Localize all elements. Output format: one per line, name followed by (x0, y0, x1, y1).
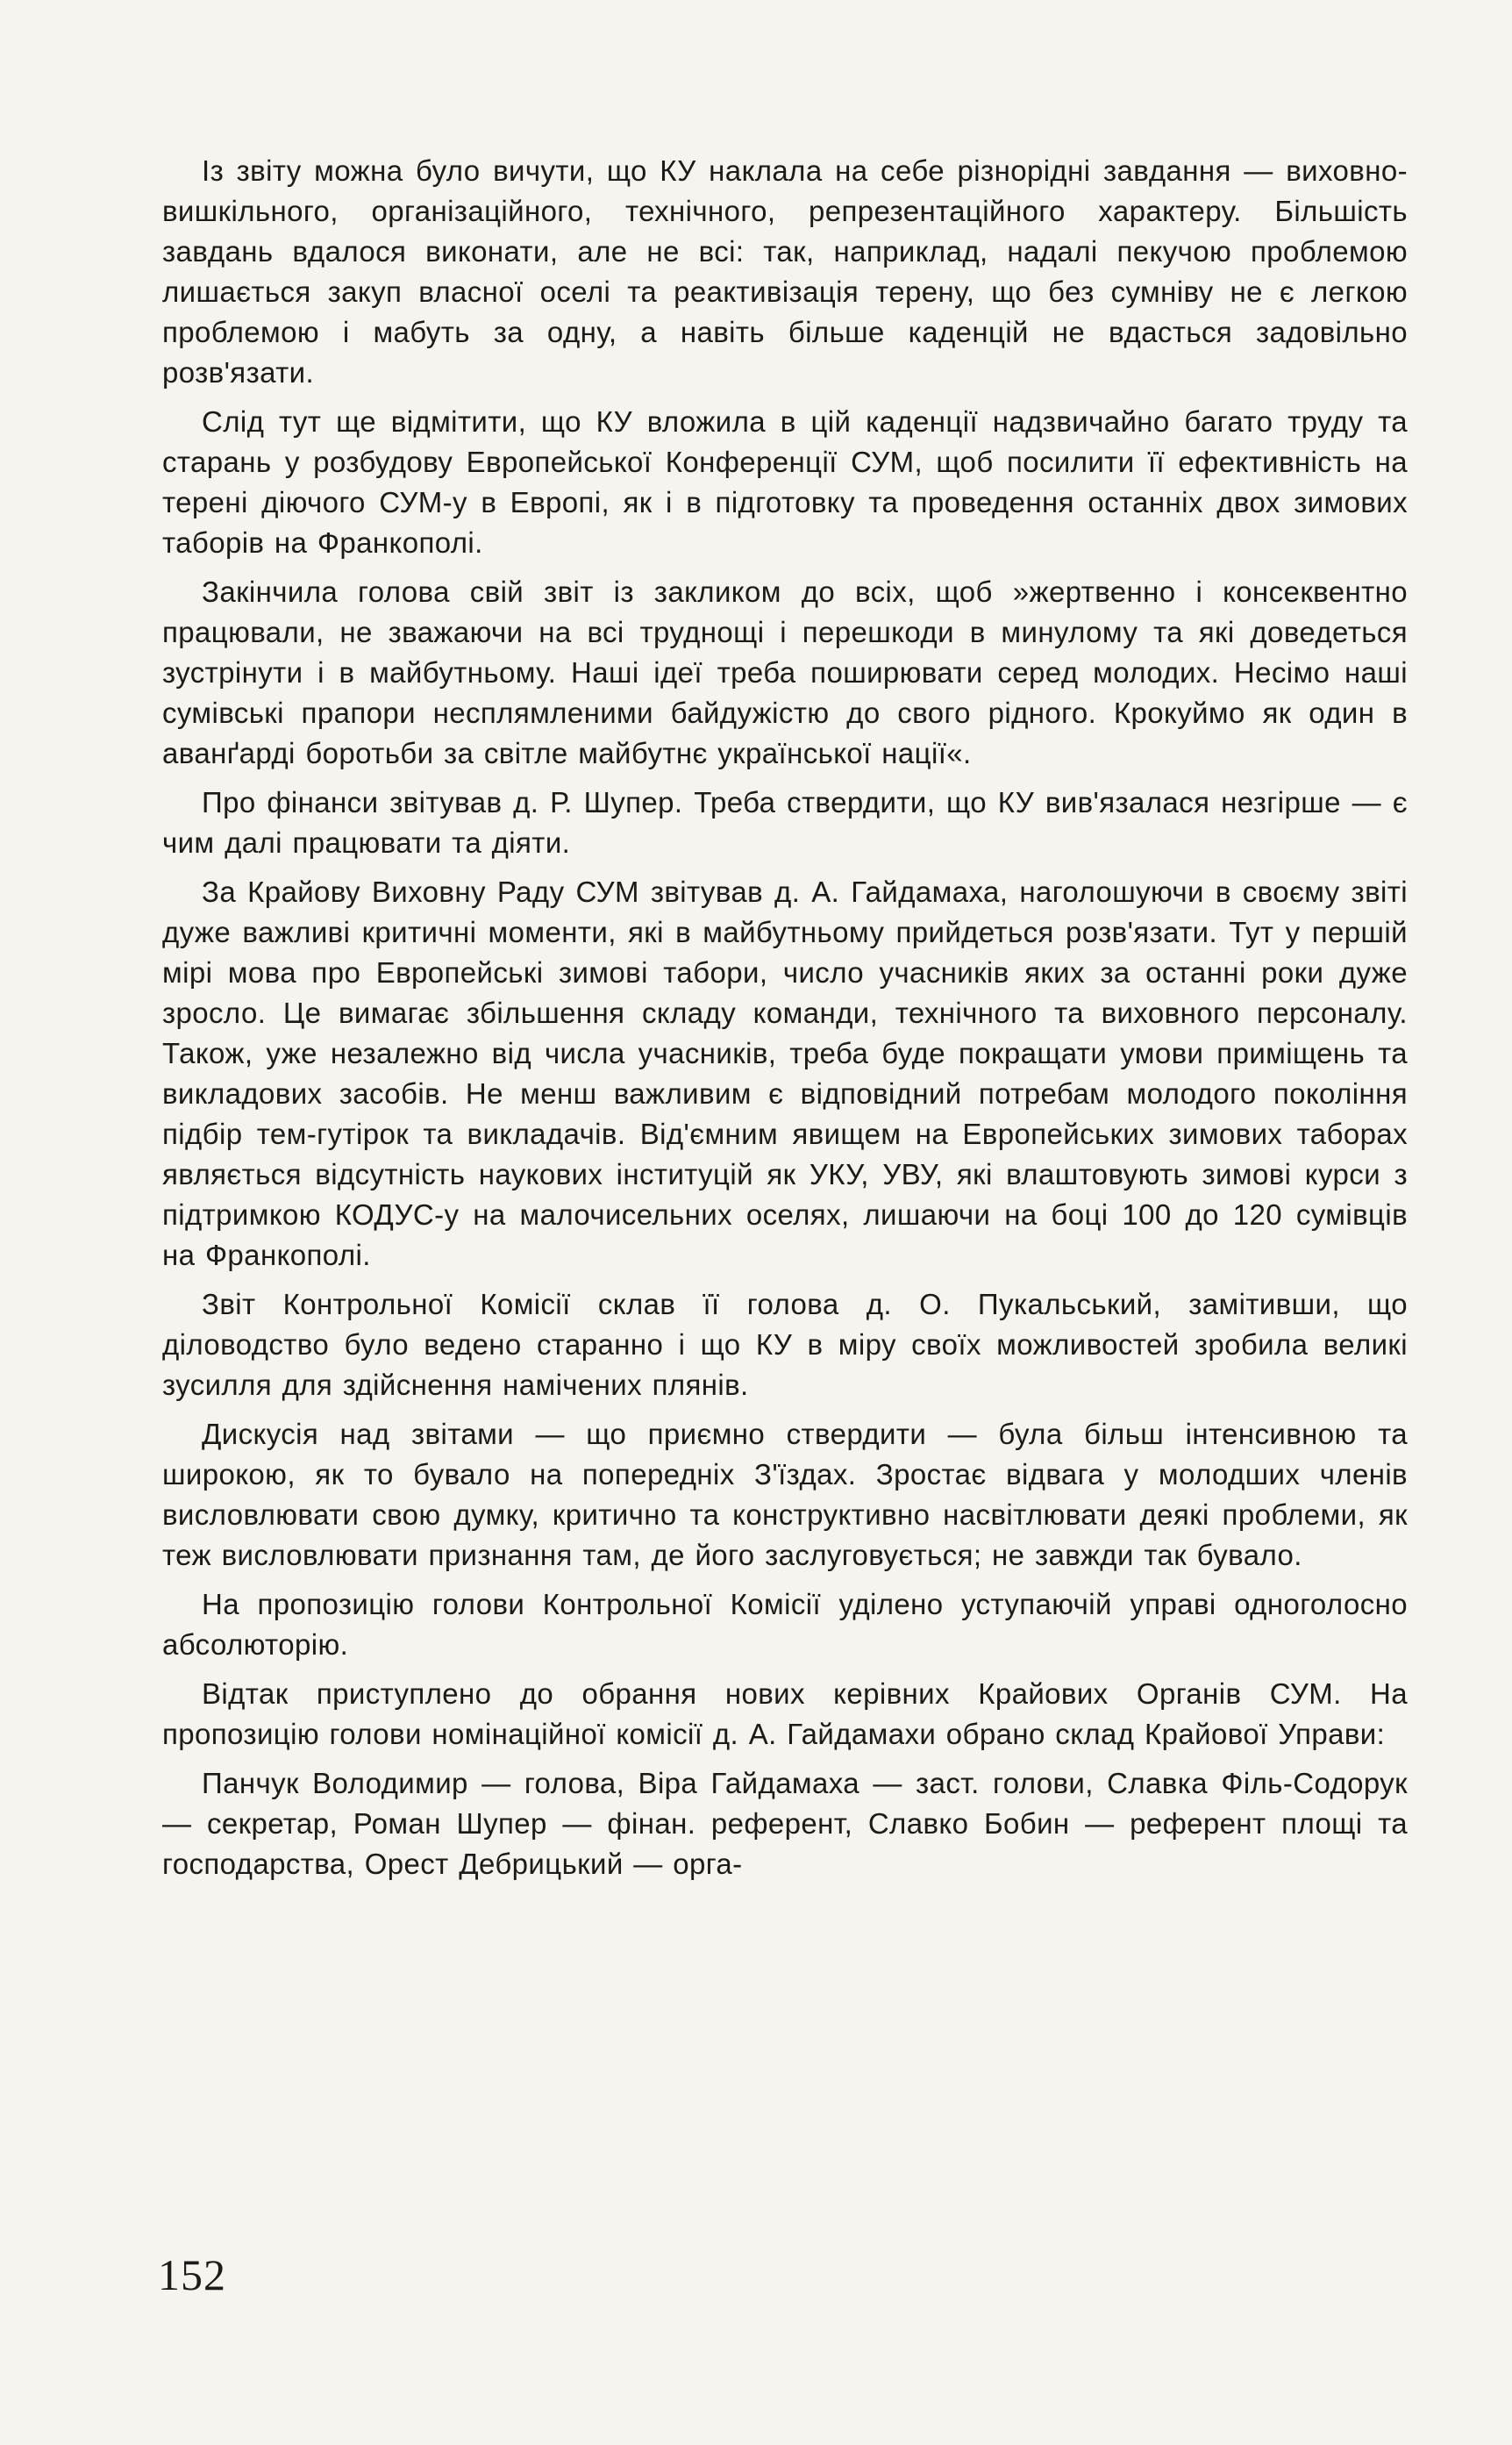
paragraph-control-commission: Звіт Контрольної Комісії склав її голова д. О. Пукальський, замітивши, що діловодство було ведено старанно і що КУ в міру своїх можливостей зробила великі зусилля для здійснення намічених плянів. (162, 1288, 1408, 1401)
paragraph-discussion: Дискусія над звітами — що приємно ствердити — була більш інтенсивною та широкою, як то бувало на попередніх З'їздах. Зростає відвага у молодших членів висловлювати свою думку, критично та конструктивно насвітлювати деякі проблеми, як теж висловлювати признання там, де його заслуговується; не завжди так бувало. (162, 1418, 1408, 1571)
paragraph-report-tasks: Із звіту можна було вичути, що КУ наклала на себе різнорідні завдання — виховно-вишкільного, організаційного, технічного, репрезентаційного характеру. Більшість завдань вдалося виконати, але не всі: так, наприклад, надалі пекучою проблемою лишається закуп власної оселі та реактивізація терену, що без сумніву не є легкою проблемою і мабуть за одну, а навіть більше каденцій не вдасться задовільно розв'язати. (162, 154, 1408, 389)
page-body-text (162, 151, 1408, 1893)
paragraph-board-members: Панчук Володимир — голова, Віра Гайдамаха — заст. голови, Славка Філь-Содорук — секретар, Роман Шупер — фінан. референт, Славко Бобин — референт площі та господарства, Орест Дебрицький — орга- (162, 1767, 1408, 1880)
paragraph-finances: Про фінанси звітував д. Р. Шупер. Треба ствердити, що КУ вив'язалася незгірше — є чим далі працювати та діяти. (162, 786, 1408, 859)
paragraph-election: Відтак приступлено до обрання нових керівних Крайових Органів СУМ. На пропозицію голови номінаційної комісії д. А. Гайдамахи обрано склад Крайової Управи: (162, 1677, 1408, 1750)
page-number: 152 (158, 2250, 226, 2299)
paragraph-european-conference: Слід тут ще відмітити, що КУ вложила в цій каденції надзвичайно багато труду та старань у розбудову Европейської Конференції СУМ, щоб посилити її ефективність на терені діючого СУМ-у в Европі, як і в підготовку та проведення останніх двох зимових таборів на Франкополі. (162, 405, 1408, 559)
paragraph-education-council: За Крайову Виховну Раду СУМ звітував д. А. Гайдамаха, наголошуючи в своєму звіті дуже важливі критичні моменти, які в майбутньому прийдеться розв'язати. Тут у першій мірі мова про Европейські зимові табори, число учасників яких за останні роки дуже зросло. Це вимагає збільшення складу команди, технічного та виховного персоналу. Також, уже незалежно від числа учасників, треба буде покращати умови приміщень та викладових засобів. Не менш важливим є відповідний потребам молодого покоління підбір тем-гутірок та викладачів. Від'ємним явищем на Европейських зимових таборах являється відсутність наукових інституцій як УКУ, УВУ, які влаштовують зимові курси з підтримкою КОДУС-у на малочисельних оселях, лишаючи на боці 100 до 120 сумівців на Франкополі. (162, 876, 1408, 1271)
paragraph-absolutorium: На пропозицію голови Контрольної Комісії уділено уступаючій управі одноголосно абсолюторію. (162, 1588, 1408, 1661)
paragraph-closing-appeal: Закінчила голова свій звіт із закликом до всіх, щоб »жертвенно і консеквентно працювали, не зважаючи на всі труднощі і перешкоди в минулому та які доведеться зустрінути і в майбутньому. Наші ідеї треба поширювати серед молодих. Несімо наші сумівські прапори несплямленими байдужістю до свого рідного. Крокуймо як один в аванґарді боротьби за світле майбутнє української нації«. (162, 576, 1408, 769)
